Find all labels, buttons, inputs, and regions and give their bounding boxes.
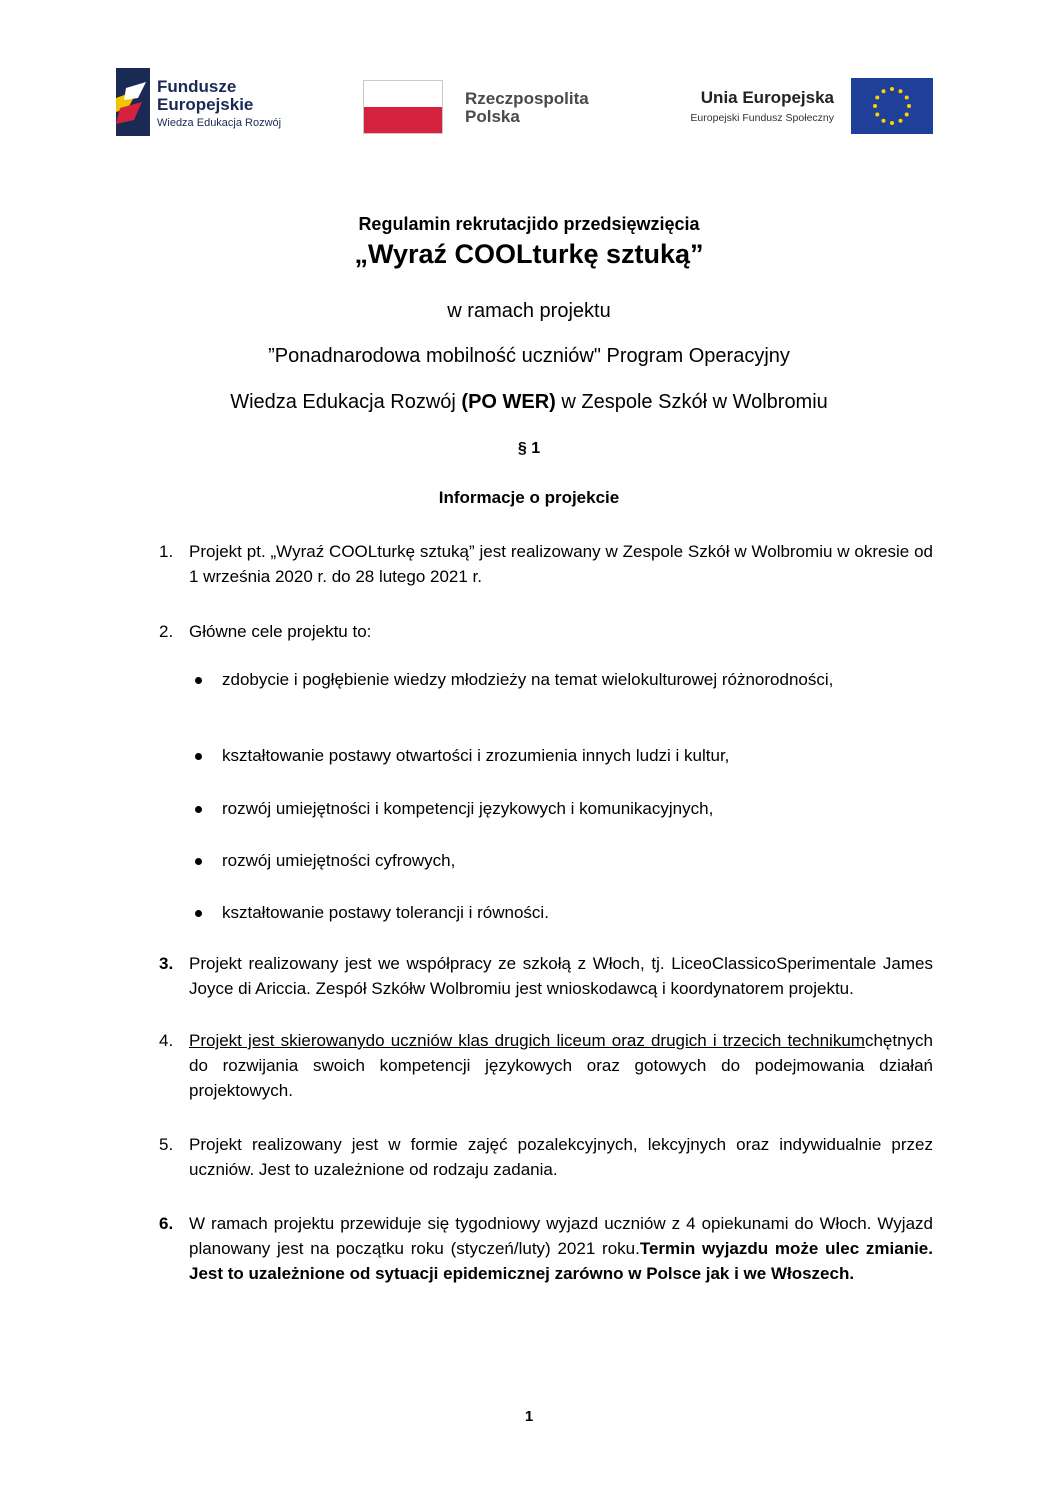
list-item: 4. Projekt jest skierowanydo uczniów klas drugich liceum oraz drugich i trzecich technikumchętnych do rozwijania swoich kompetencji językowych oraz gotowych do podejmowania działań projektowych. (159, 1031, 933, 1100)
polish-flag (363, 80, 443, 134)
fundusze-europejskie-logo (116, 68, 150, 136)
document-title: Regulamin rekrutacjido przedsięwzięcia (358, 214, 700, 234)
list-item: 2. Główne cele projektu to: (159, 622, 372, 641)
subtitle-line-3: Wiedza Edukacja Rozwój (PO WER) w Zespole Szkół w Wolbromiu (230, 391, 828, 413)
bullet-item: zdobycie i pogłębienie wiedzy młodzieży na temat wielokulturowej różnorodności, (222, 667, 933, 692)
eu-star-icon (899, 119, 903, 123)
eu-star-icon (875, 113, 879, 117)
eu-star-icon (899, 89, 903, 93)
subtitle-line-1: w ramach projektu (447, 300, 611, 322)
eu-flag (851, 78, 933, 134)
eu-star-icon (905, 113, 909, 117)
paragraph-mark: § 1 (517, 440, 541, 457)
bullet-item: rozwój umiejętności i kompetencji językowych i komunikacyjnych, (222, 796, 933, 821)
bullet-item: rozwój umiejętności cyfrowych, (222, 848, 933, 873)
eu-star-icon (873, 104, 877, 108)
fundusze-europejskie-text: Fundusze Europejskie Wiedza Edukacja Rozwój (157, 77, 282, 129)
bullet-icon (195, 806, 202, 813)
bullet-icon (195, 677, 202, 684)
list-item: 5. Projekt realizowany jest w formie zajęć pozalekcyjnych, lekcyjnych oraz indywidualnie przez uczniów. Jest to uzależnione od rodzaju zadania. (159, 1135, 933, 1179)
bullet-icon (195, 753, 202, 760)
eu-star-icon (882, 119, 886, 123)
list-item: 6. W ramach projektu przewiduje się tygodniowy wyjazd uczniów z 4 opiekunami do Włoch. Wyjazd planowany jest na początku roku (styczeń/luty) 2021 roku.Termin wyjazdu może ulec zmianie. Jest to uzależnione od sytuacji epidemicznej zarówno w Polsce jak i we Włoszech. (159, 1214, 933, 1283)
list-item: 1. Projekt pt. „Wyraź COOLturkę sztuką” jest realizowany w Zespole Szkół w Wolbromiu w okresie od 1 września 2020 r. do 28 lutego 2021 r. (159, 542, 933, 586)
eu-star-icon (875, 96, 879, 100)
eu-star-icon (882, 89, 886, 93)
logo-bar (0, 0, 1058, 150)
list-item: 3. Projekt realizowany jest we współpracy ze szkołą z Włoch, tj. LiceoClassicoSperimentale James Joyce di Ariccia. Zespół Szkółw Wolbromiu jest wnioskodawcą i koordynatorem projektu. (159, 954, 933, 998)
project-name: „Wyraź COOLturkę sztuką” (354, 239, 704, 269)
rzeczpospolita-polska-text: Rzeczpospolita Polska (465, 89, 589, 126)
eu-star-icon (907, 104, 911, 108)
bullet-item: kształtowanie postawy tolerancji i równości. (222, 900, 933, 925)
eu-star-icon (890, 121, 894, 125)
section-heading: Informacje o projekcie (438, 488, 620, 507)
unia-europejska-text: Unia Europejska Europejski Fundusz Społeczny (690, 88, 834, 124)
bullet-icon (195, 858, 202, 865)
bullet-item: kształtowanie postawy otwartości i zrozumienia innych ludzi i kultur, (222, 743, 933, 768)
page-number: 1 (524, 1408, 534, 1425)
bullet-icon (195, 910, 202, 917)
eu-star-icon (905, 96, 909, 100)
eu-star-icon (890, 87, 894, 91)
subtitle-line-2: ”Ponadnarodowa mobilność uczniów" Program Operacyjny (268, 345, 790, 367)
